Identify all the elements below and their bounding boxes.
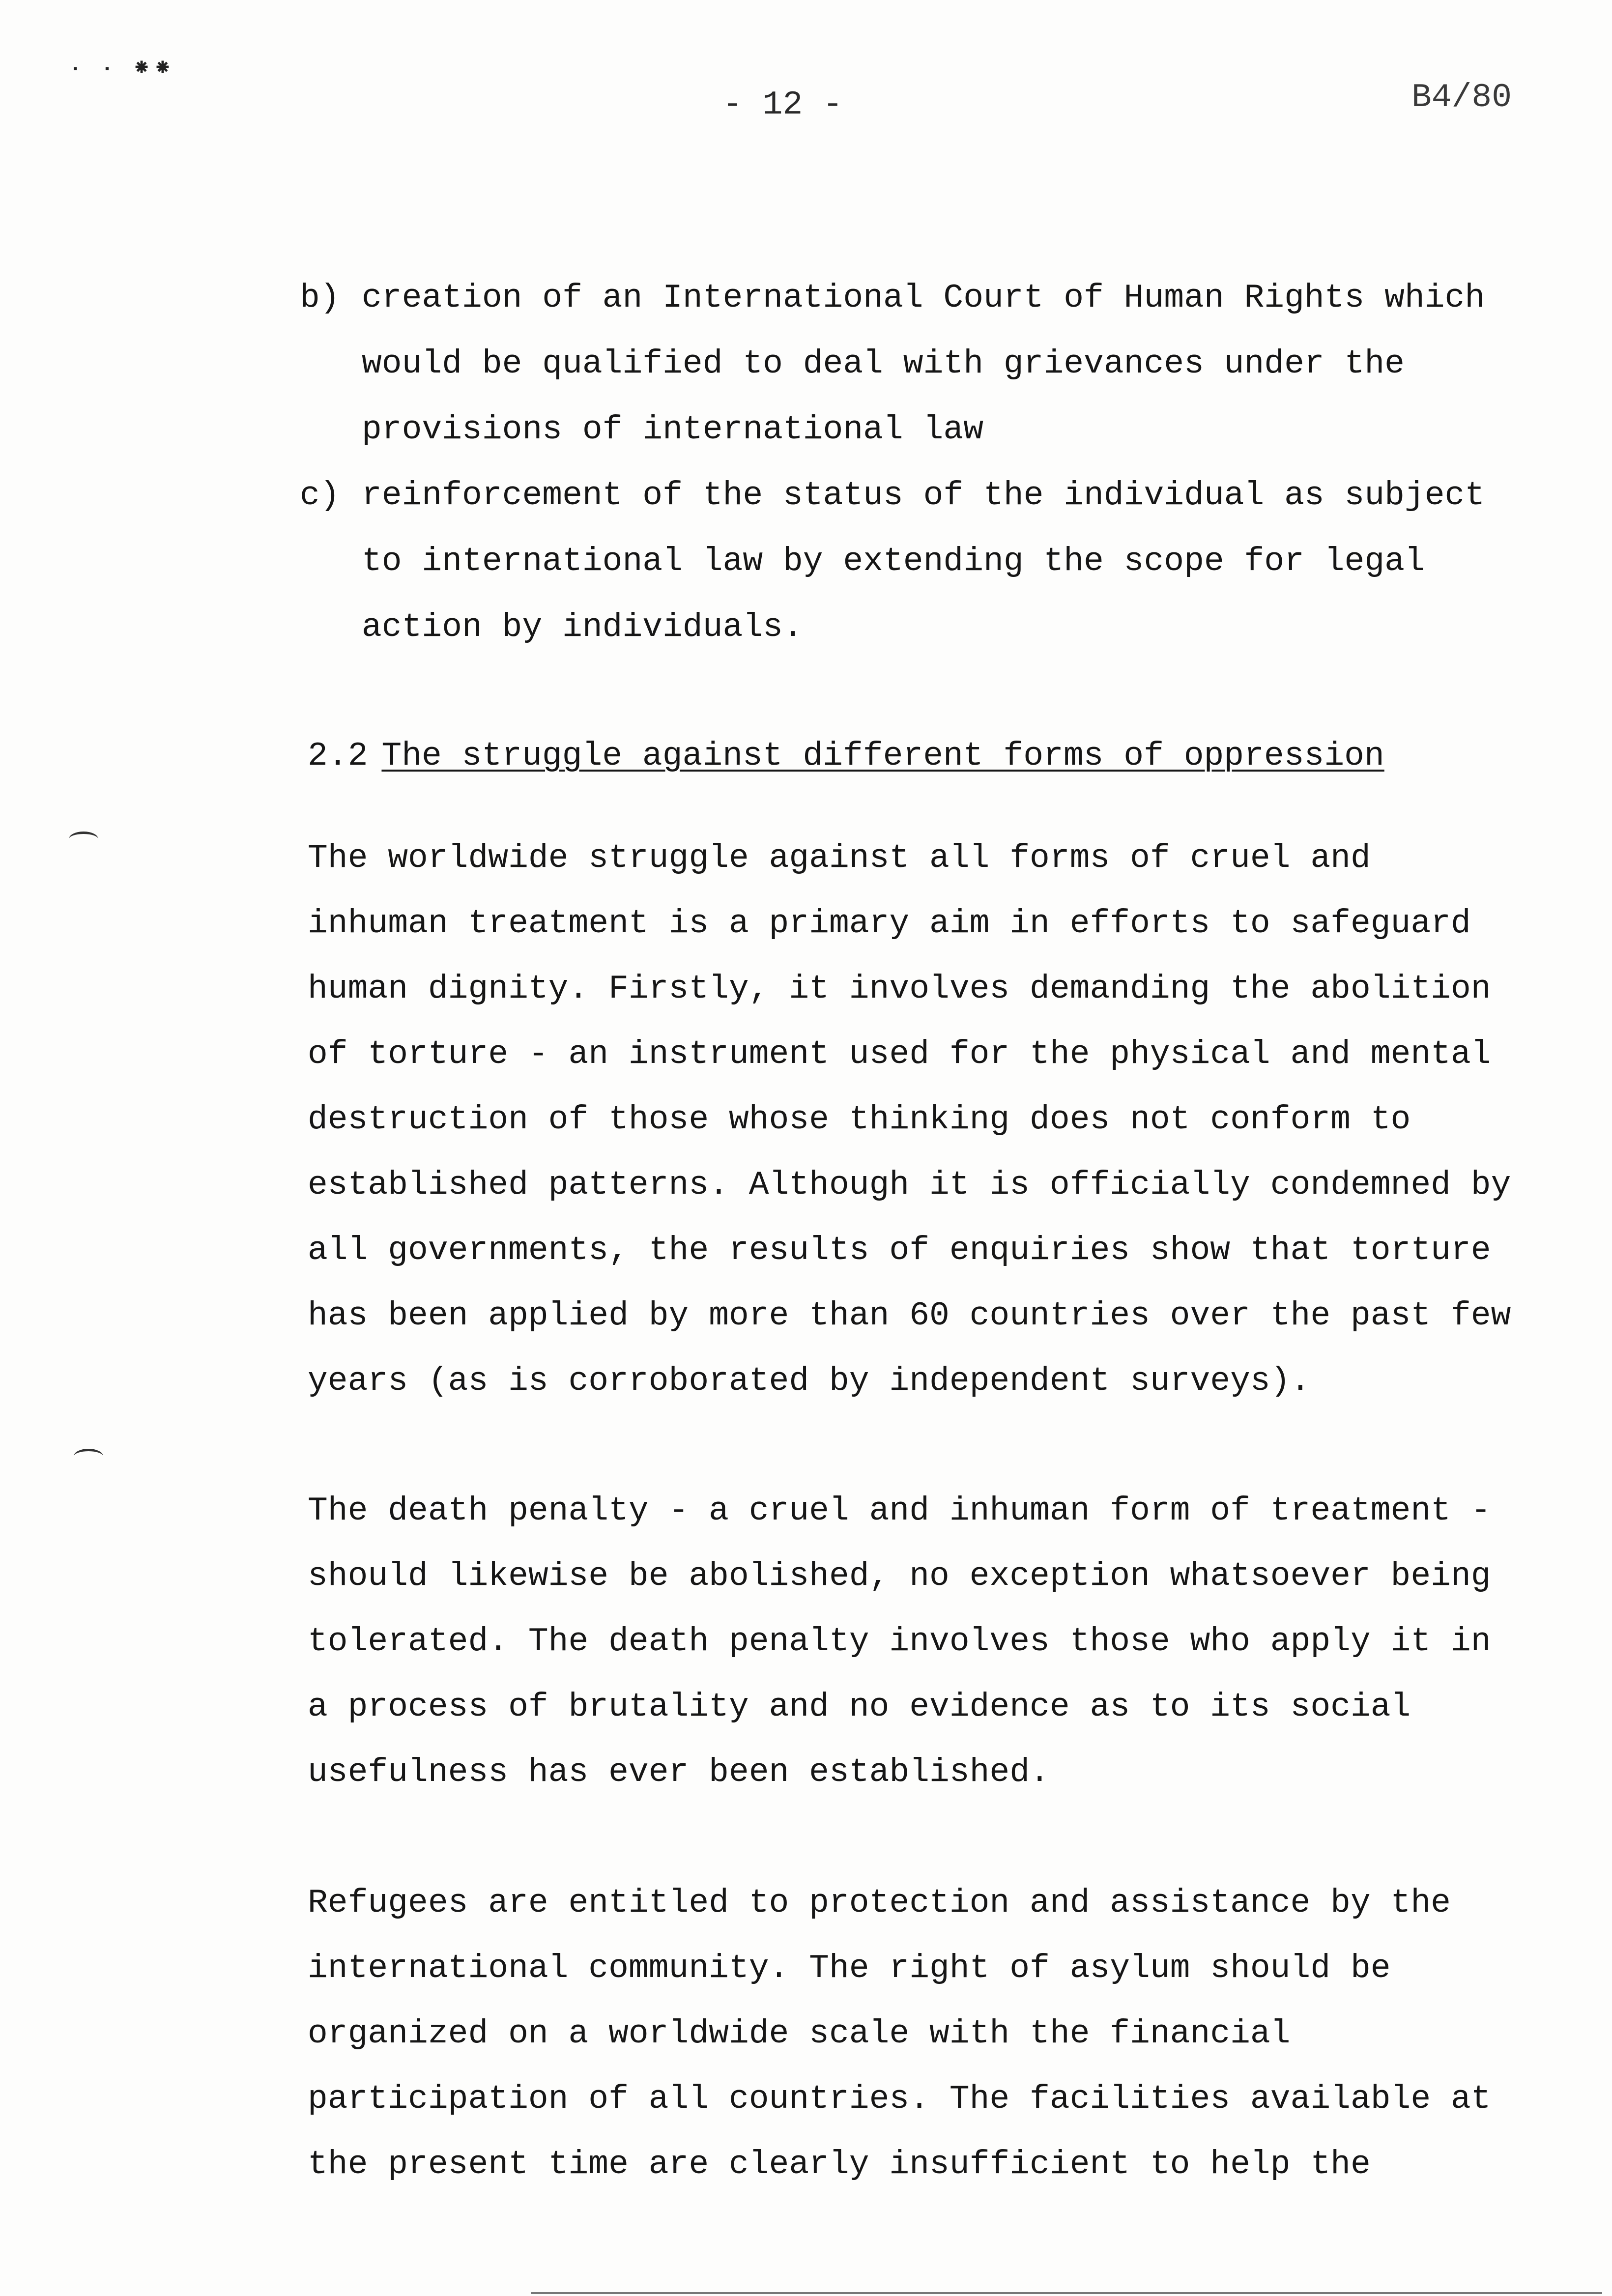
document-reference: B4/80 [1411, 79, 1512, 116]
list-item [300, 265, 1538, 463]
recommendation-list [300, 265, 1538, 660]
page-number: - 12 - [722, 86, 843, 124]
list-item [300, 463, 1538, 660]
paragraph-refugees: Refugees are entitled to protection and assistance by the international community. The right of asylum should be organized on a worldwide scale with the financial participation of all countries. The facilities available at the present time are clearly insufficient to help the [308, 1884, 1491, 2183]
margin-mark [74, 1449, 103, 1464]
paragraph-torture: The worldwide struggle against all forms of cruel and inhuman treatment is a primary aim in efforts to safeguard human dignity. Firstly, it involves demanding the abolition of torture - an instrument used for the physical and mental destruction of those whose thinking does not conform to established patterns. Although it is officially condemned by all governments, the results of enquiries show that torture has been applied by more than 60 countries over the past few years (as is corroborated by independent surveys). [308, 839, 1511, 1400]
section-number: 2.2 [308, 737, 368, 775]
section-heading [308, 734, 1384, 778]
bottom-divider [531, 2292, 1602, 2294]
list-marker: c) [300, 477, 340, 515]
list-item-text: reinforcement of the status of the individual as subject to international law by extending the scope for legal action by individuals. [362, 477, 1485, 646]
list-marker: b) [300, 279, 340, 317]
paragraph-death-penalty: The death penalty - a cruel and inhuman form of treatment - should likewise be abolished, no exception whatsoever being tolerated. The death penalty involves those who apply it in a process of brutality and no evidence as to its social usefulness has ever been established. [308, 1492, 1491, 1791]
margin-mark [69, 832, 98, 847]
list-item-text: creation of an International Court of Human Rights which would be qualified to deal with grievances under the provisions of international law [362, 279, 1485, 449]
corner-mark: · · ⁕⁕ [69, 57, 175, 82]
section-title: The struggle against different forms of oppression [381, 737, 1384, 775]
